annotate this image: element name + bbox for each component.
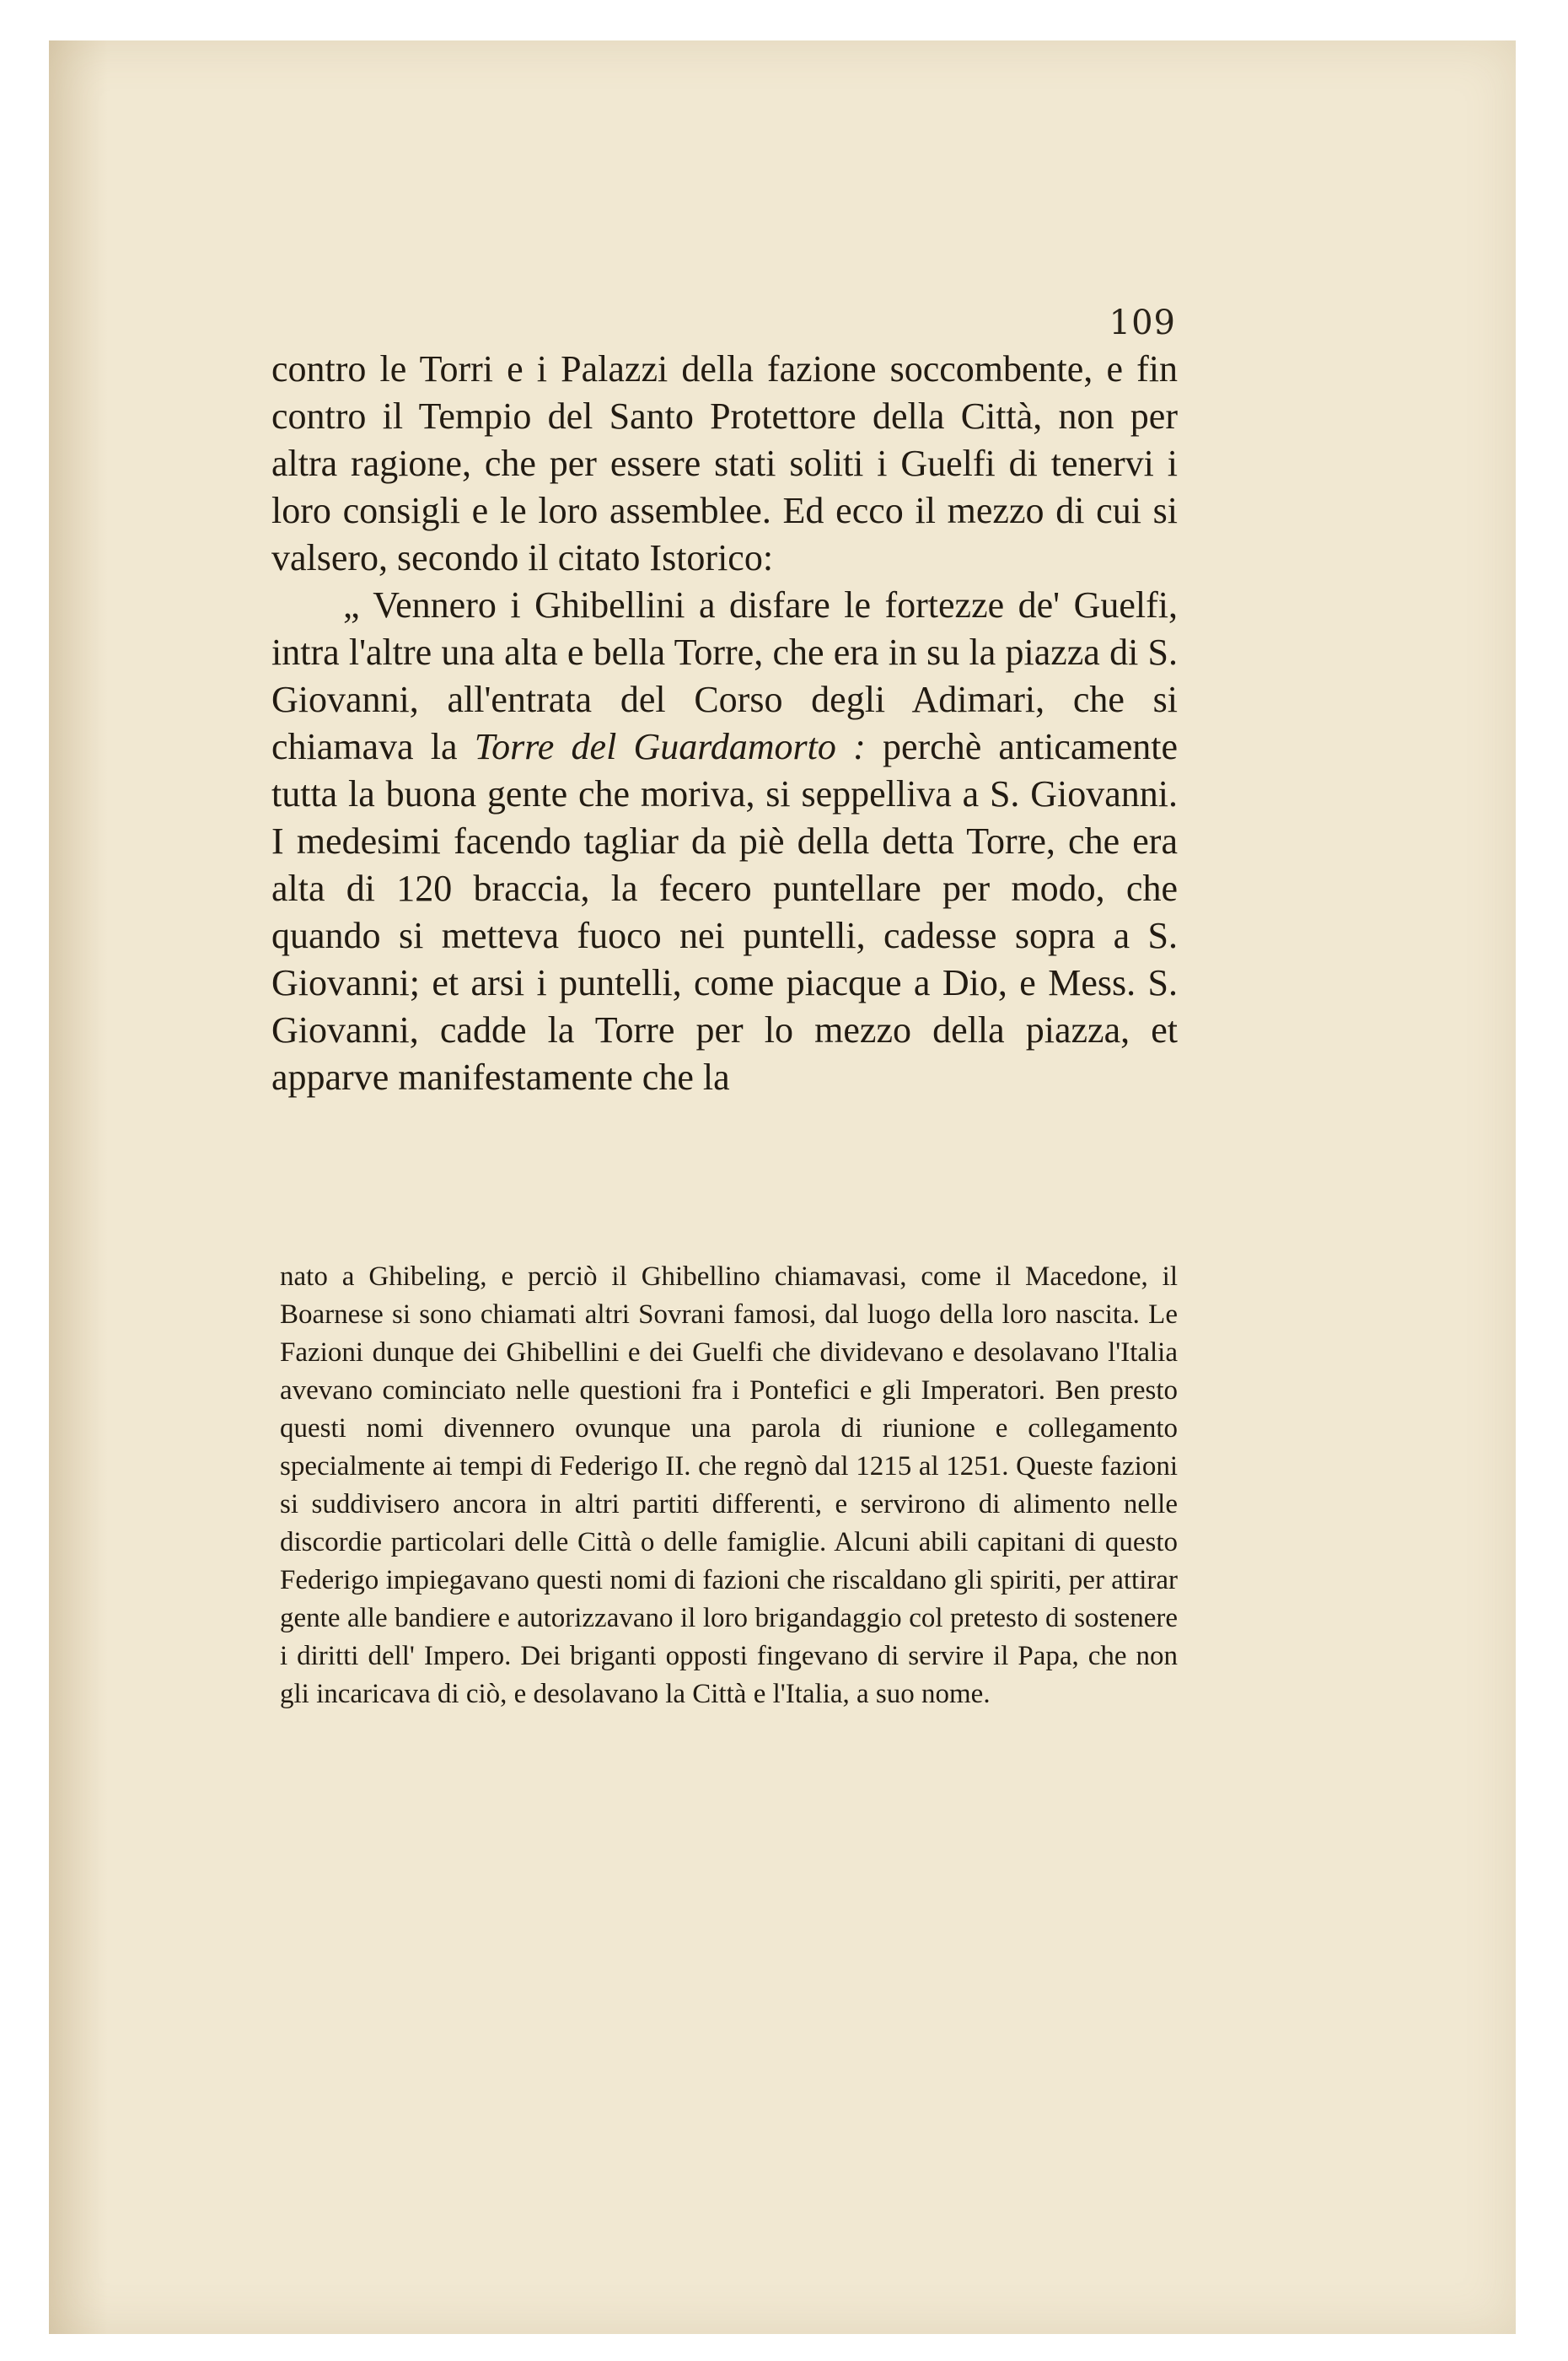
- main-paragraph-1: contro le Torri e i Palazzi della fazione soccombente, e fin contro il Tempio del Santo Protettore della Città, non per altra ragione, che per essere stati soliti i Guelfi di tenervi i loro consigli e le loro assemblee. Ed ecco il mezzo di cui si valsero, secondo il citato Istorico:: [271, 348, 1178, 578]
- footnote-paragraph: nato a Ghibeling, e perciò il Ghibellino chiamavasi, come il Macedone, il Boarnese si sono chiamati altri Sovrani famosi, dal luogo della loro nascita. Le Fazioni dunque dei Ghibellini e dei Guelfi che dividevano e desolavano l'Italia avevano cominciato nelle questioni fra i Pontefici e gli Imperatori. Ben presto questi nomi divennero ovunque una parola di riunione e collegamento specialmente ai tempi di Federigo II. che regnò dal 1215 al 1251. Queste fazioni si suddivisero ancora in altri partiti differenti, e servirono di alimento nelle discordie particolari delle Città o delle famiglie. Alcuni abili capitani di questo Federigo impiegavano questi nomi di fazioni che riscaldano gli spiriti, per attirar gente alle bandiere e autorizzavano il loro brigandaggio col pretesto di sostenere i diritti dell' Impero. Dei briganti opposti fingevano di servire il Papa, che non gli incaricava di ciò, e desolavano la Città e l'Italia, a suo nome.: [280, 1261, 1178, 1709]
- main-text: [271, 346, 1178, 1101]
- page-number: 109: [1109, 304, 1176, 342]
- binding-edge: [49, 40, 108, 2334]
- quote-text-end: perchè anticamente tutta la buona gente che moriva, si seppelliva a S. Giovanni. I medesimi facendo tagliar da piè della detta Torre, che era alta di 120 braccia, la fecero puntellare per modo, che quando si metteva fuoco nei puntelli, cadesse sopra a S. Giovanni; et arsi i puntelli, come piacque a Dio, e Mess. S. Giovanni, cadde la Torre per lo mezzo della piazza, et apparve manifestamente che la: [271, 726, 1178, 1098]
- quote-text-start: „ Vennero i Ghibellini a disfare le fortezze de' Guelfi, intra l'altre una alta e bella Torre, che era in su la piazza di S. Giovanni, all'entrata del Corso degli Adimari, che si chiamava la: [271, 584, 1178, 767]
- footnote: [280, 1258, 1178, 1713]
- tower-name-italic: Torre del Guardamorto :: [474, 726, 866, 767]
- main-paragraph-2: [271, 582, 1178, 1101]
